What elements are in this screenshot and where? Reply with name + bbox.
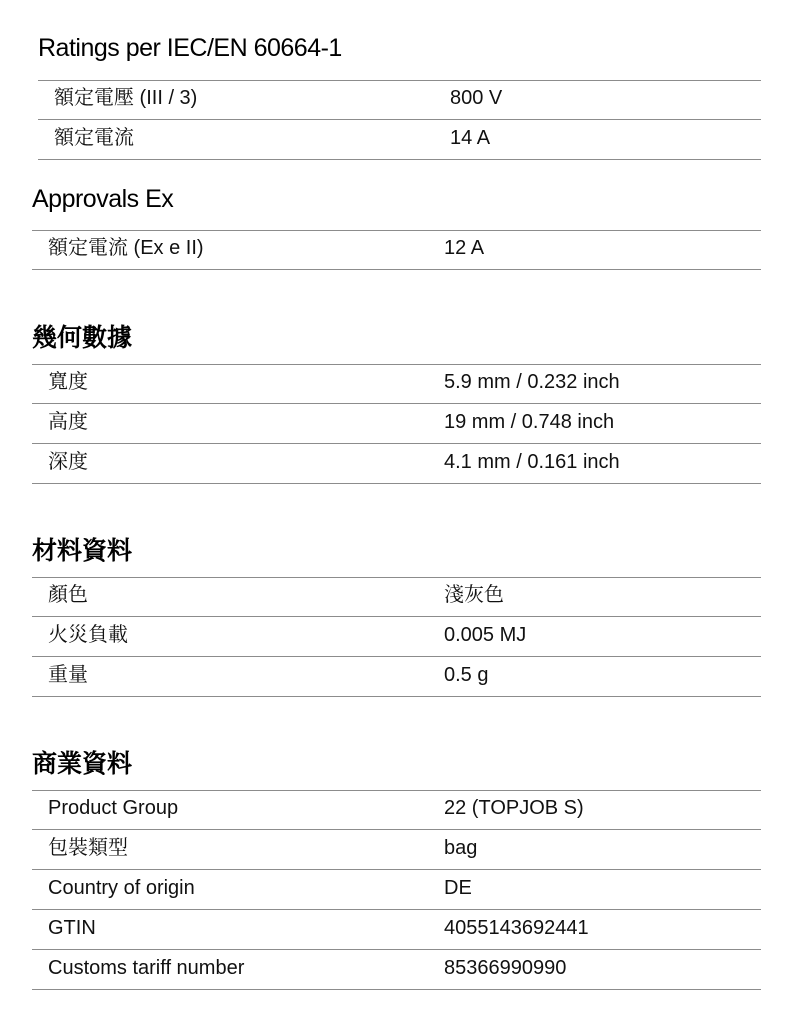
spec-value: 0.005 MJ xyxy=(444,624,527,646)
spec-row xyxy=(38,80,761,120)
spec-row xyxy=(32,950,761,990)
spec-row xyxy=(38,120,761,160)
spec-value: 4055143692441 xyxy=(444,917,589,939)
spec-value: 12 A xyxy=(444,237,485,259)
spec-value: 19 mm / 0.748 inch xyxy=(444,411,615,433)
spec-value: 85366990990 xyxy=(444,957,567,979)
spec-value: bag xyxy=(444,837,478,859)
section-title-geometry: 幾何數據 xyxy=(32,324,133,352)
spec-label: 寬度 xyxy=(48,371,88,393)
spec-label: 高度 xyxy=(48,411,88,433)
spec-row xyxy=(32,404,761,444)
spec-value: 0.5 g xyxy=(444,664,489,686)
spec-value: 4.1 mm / 0.161 inch xyxy=(444,451,620,473)
spec-value: 800 V xyxy=(450,87,503,109)
spec-value: 22 (TOPJOB S) xyxy=(444,797,584,819)
spec-label: 深度 xyxy=(48,451,88,473)
spec-row xyxy=(32,230,761,270)
spec-value: 14 A xyxy=(450,127,491,149)
spec-label: GTIN xyxy=(48,917,96,939)
spec-row xyxy=(32,444,761,484)
spec-row xyxy=(32,364,761,404)
spec-row xyxy=(32,657,761,697)
spec-label: Country of origin xyxy=(48,877,195,899)
spec-row xyxy=(32,577,761,617)
section-title-material: 材料資料 xyxy=(32,537,133,565)
spec-label: 重量 xyxy=(48,664,88,686)
spec-value: DE xyxy=(444,877,472,899)
spec-label: 火災負載 xyxy=(48,624,128,646)
spec-row xyxy=(32,870,761,910)
spec-row xyxy=(32,617,761,657)
section-title-approvals: Approvals Ex xyxy=(32,185,174,213)
spec-label: Product Group xyxy=(48,797,179,819)
spec-row xyxy=(32,910,761,950)
spec-label: 包裝類型 xyxy=(48,837,128,859)
spec-value: 淺灰色 xyxy=(444,584,504,606)
spec-label: Customs tariff number xyxy=(48,957,245,979)
spec-label: 顏色 xyxy=(48,584,88,606)
spec-label: 額定電壓 (III / 3) xyxy=(54,87,198,109)
spec-label: 額定電流 (Ex e II) xyxy=(48,237,204,259)
spec-row xyxy=(32,830,761,870)
spec-value: 5.9 mm / 0.232 inch xyxy=(444,371,620,393)
spec-label: 額定電流 xyxy=(54,127,134,149)
section-title-commercial: 商業資料 xyxy=(32,750,133,778)
section-title-ratings: Ratings per IEC/EN 60664-1 xyxy=(38,34,342,62)
spec-row xyxy=(32,790,761,830)
